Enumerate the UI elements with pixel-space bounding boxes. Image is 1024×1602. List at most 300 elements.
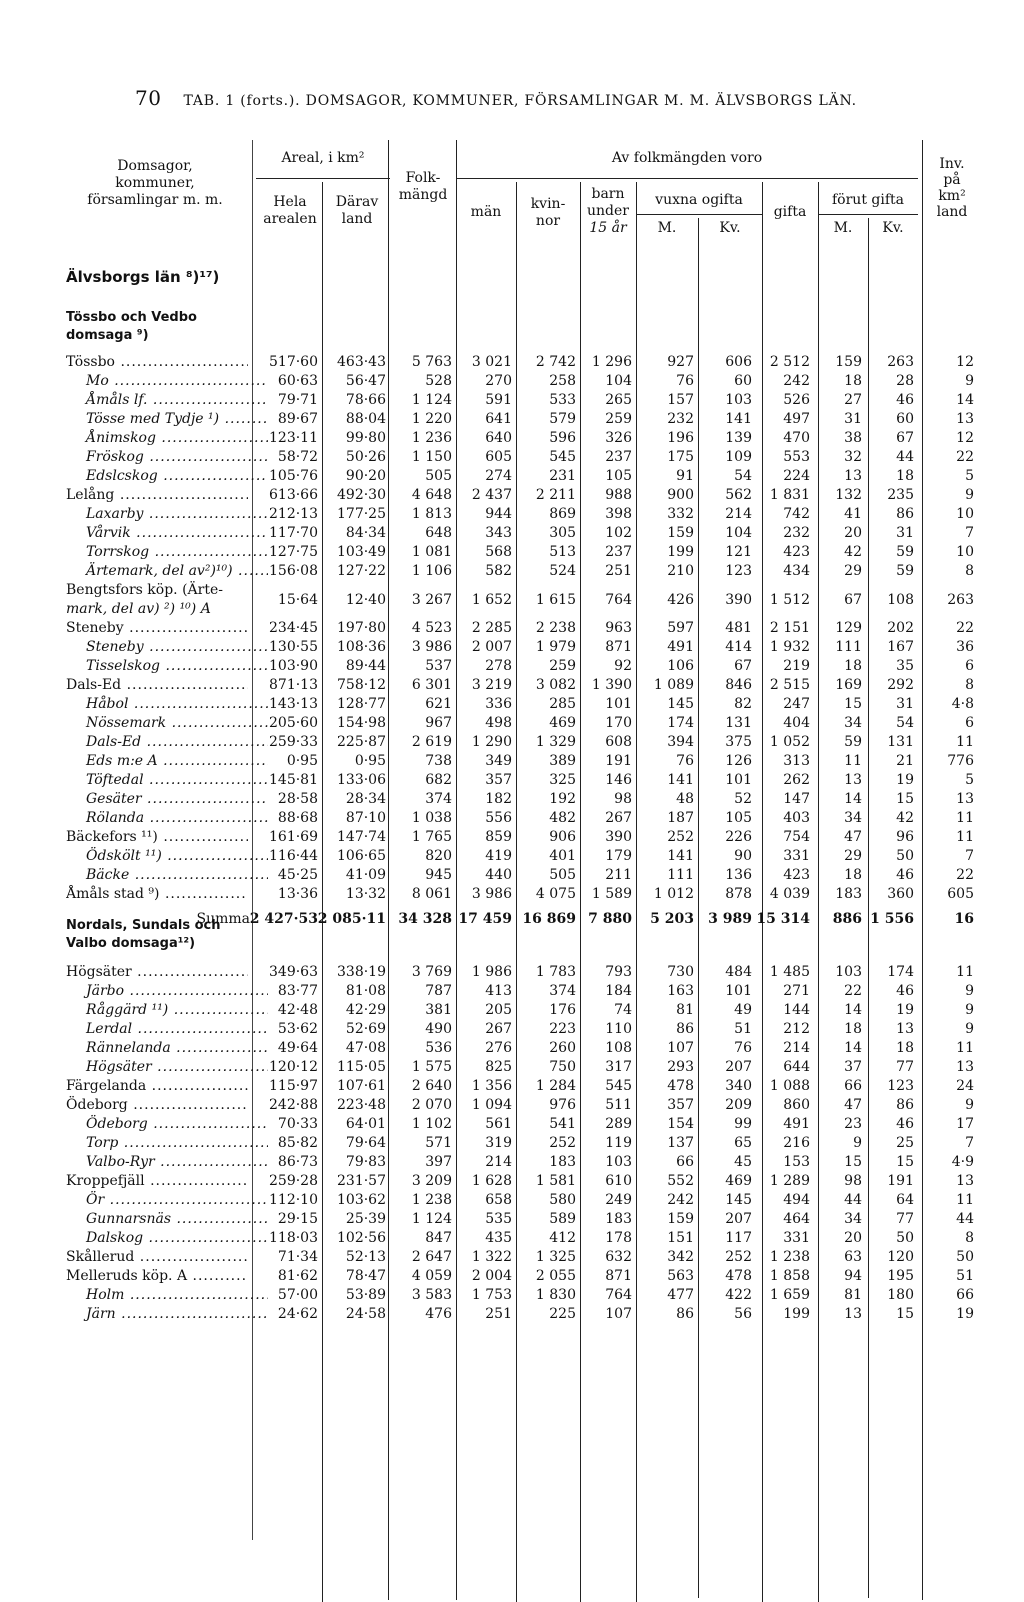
table-cell: 74	[614, 1002, 632, 1018]
table-cell: 29	[844, 563, 862, 579]
table-cell: 59	[896, 563, 914, 579]
table-cell: 263	[887, 354, 914, 370]
table-cell: 1 284	[535, 1078, 576, 1094]
header-barn: barn under 15 år	[587, 186, 629, 236]
table-cell: 478	[667, 1078, 694, 1094]
table-cell: 211	[605, 867, 632, 883]
table-cell: 476	[425, 1306, 452, 1322]
table-cell: 137	[667, 1135, 694, 1151]
table-cell: 191	[887, 1173, 914, 1189]
table-cell: 47	[844, 1097, 862, 1113]
table-cell: 21	[896, 753, 914, 769]
table-cell: 107	[605, 1306, 632, 1322]
table-cell: 14	[956, 392, 974, 408]
table-cell: 24·62	[277, 1306, 318, 1322]
table-cell: 66	[676, 1154, 694, 1170]
table-cell: 64	[896, 1192, 914, 1208]
table-cell: 214	[783, 1040, 810, 1056]
row-name: Vårvik .....	[66, 523, 268, 543]
table-cell: 31	[896, 696, 914, 712]
table-cell: 86	[676, 1021, 694, 1037]
table-cell: 682	[425, 772, 452, 788]
table-cell: 103·49	[337, 544, 386, 560]
table-cell: 132	[835, 487, 862, 503]
table-cell: 511	[605, 1097, 632, 1113]
table-cell: 1 088	[769, 1078, 810, 1094]
table-cell: 46	[896, 867, 914, 883]
table-cell: 98	[844, 1173, 862, 1189]
table-cell: 46	[896, 1116, 914, 1132]
table-cell: 621	[425, 696, 452, 712]
table-cell: 349·63	[269, 964, 318, 980]
table-cell: 4 648	[411, 487, 452, 503]
table-cell: 640	[485, 430, 512, 446]
table-title: TAB. 1 (forts.). DOMSAGOR, KOMMUNER, FÖRSAMLINGAR M. M. ÄLVSBORGS LÄN.	[183, 93, 857, 109]
table-cell: 232	[667, 411, 694, 427]
table-cell: 397	[425, 1154, 452, 1170]
table-cell: 5 203	[650, 911, 694, 927]
table-cell: 101	[725, 983, 752, 999]
table-cell: 44	[956, 1211, 974, 1227]
table-cell: 1 322	[471, 1249, 512, 1265]
table-cell: 14	[844, 1002, 862, 1018]
row-name: Dals-Ed .....	[66, 675, 248, 695]
row-name: Fröskog .....	[66, 447, 268, 467]
table-cell: 145	[667, 696, 694, 712]
table-cell: 820	[425, 848, 452, 864]
table-cell: 4·9	[951, 1154, 974, 1170]
table-cell: 99	[734, 1116, 752, 1132]
table-cell: 110	[605, 1021, 632, 1037]
table-cell: 15	[844, 696, 862, 712]
table-cell: 59	[896, 544, 914, 560]
table-cell: 169	[835, 677, 862, 693]
table-cell: 242	[667, 1192, 694, 1208]
table-cell: 332	[667, 506, 694, 522]
table-cell: 178	[605, 1230, 632, 1246]
table-cell: 183	[549, 1154, 576, 1170]
table-cell: 3 209	[411, 1173, 452, 1189]
table-cell: 2 619	[411, 734, 452, 750]
table-cell: 776	[947, 753, 974, 769]
table-cell: 161·69	[269, 829, 318, 845]
table-cell: 28	[896, 373, 914, 389]
table-cell: 764	[605, 592, 632, 608]
table-cell: 6 301	[411, 677, 452, 693]
table-cell: 123	[725, 563, 752, 579]
table-cell: 1 325	[535, 1249, 576, 1265]
table-cell: 644	[783, 1059, 810, 1075]
table-cell: 1 589	[591, 886, 632, 902]
table-cell: 484	[725, 964, 752, 980]
table-cell: 10	[956, 544, 974, 560]
table-cell: 754	[783, 829, 810, 845]
table-cell: 131	[725, 715, 752, 731]
header-kvinnor: kvin- nor	[530, 196, 566, 229]
table-cell: 18	[896, 1040, 914, 1056]
table-cell: 270	[485, 373, 512, 389]
table-cell: 141	[667, 772, 694, 788]
table-cell: 265	[605, 392, 632, 408]
table-cell: 259·33	[269, 734, 318, 750]
table-cell: 470	[783, 430, 810, 446]
table-cell: 267	[485, 1021, 512, 1037]
table-cell: 1 220	[411, 411, 452, 427]
table-cell: 86·73	[277, 1154, 318, 1170]
table-cell: 9	[965, 1097, 974, 1113]
table-cell: 34 328	[398, 911, 452, 927]
table-cell: 96	[896, 829, 914, 845]
table-cell: 234·45	[269, 620, 318, 636]
table-cell: 606	[725, 354, 752, 370]
table-cell: 1 628	[471, 1173, 512, 1189]
header-forut-kv: Kv.	[882, 220, 904, 236]
table-cell: 89·44	[345, 658, 386, 674]
table-cell: 404	[783, 715, 810, 731]
table-cell: 750	[549, 1059, 576, 1075]
table-cell: 67	[844, 592, 862, 608]
table-cell: 44	[844, 1192, 862, 1208]
table-cell: 47	[844, 829, 862, 845]
table-cell: 176	[549, 1002, 576, 1018]
table-cell: 9	[965, 487, 974, 503]
table-cell: 81·62	[277, 1268, 318, 1284]
table-cell: 15	[844, 1154, 862, 1170]
table-cell: 259	[549, 658, 576, 674]
header-man: män	[470, 204, 502, 220]
table-cell: 35	[896, 658, 914, 674]
table-cell: 99·80	[345, 430, 386, 446]
table-cell: 34	[844, 810, 862, 826]
table-cell: 1 813	[411, 506, 452, 522]
table-cell: 51	[956, 1268, 974, 1284]
table-cell: 793	[605, 964, 632, 980]
header-gifta: gifta	[773, 204, 807, 220]
table-cell: 50	[896, 1230, 914, 1246]
table-cell: 292	[887, 677, 914, 693]
table-cell: 78·66	[345, 392, 386, 408]
table-cell: 871	[605, 639, 632, 655]
row-name: Nössemark .....	[66, 713, 268, 733]
row-name: Lelång .....	[66, 485, 248, 505]
table-cell: 305	[549, 525, 576, 541]
table-cell: 1 081	[411, 544, 452, 560]
table-cell: 145·81	[269, 772, 318, 788]
table-cell: 207	[725, 1059, 752, 1075]
row-name: Bengtsfors köp. (Ärte-	[66, 582, 223, 598]
table-cell: 180	[887, 1287, 914, 1303]
table-cell: 1 289	[769, 1173, 810, 1189]
table-cell: 2 647	[411, 1249, 452, 1265]
table-cell: 2 742	[535, 354, 576, 370]
table-cell: 13	[844, 1306, 862, 1322]
table-cell: 27	[844, 392, 862, 408]
table-cell: 440	[485, 867, 512, 883]
table-cell: 107	[667, 1040, 694, 1056]
table-cell: 85·82	[277, 1135, 318, 1151]
table-cell: 349	[485, 753, 512, 769]
table-cell: 24·58	[345, 1306, 386, 1322]
table-cell: 112·10	[269, 1192, 318, 1208]
table-cell: 1 236	[411, 430, 452, 446]
table-cell: 1 038	[411, 810, 452, 826]
table-cell: 317	[605, 1059, 632, 1075]
table-cell: 3 219	[471, 677, 512, 693]
table-cell: 1 150	[411, 449, 452, 465]
table-cell: 8	[965, 563, 974, 579]
table-cell: 146	[605, 772, 632, 788]
table-cell: 4·8	[951, 696, 974, 712]
table-cell: 89·67	[277, 411, 318, 427]
table-cell: 63	[844, 1249, 862, 1265]
table-cell: 389	[549, 753, 576, 769]
table-cell: 967	[425, 715, 452, 731]
rule-areal	[256, 178, 390, 179]
table-cell: 2 640	[411, 1078, 452, 1094]
table-cell: 491	[783, 1116, 810, 1132]
table-cell: 109	[725, 449, 752, 465]
table-cell: 67	[734, 658, 752, 674]
table-cell: 463·43	[337, 354, 386, 370]
table-cell: 108	[605, 1040, 632, 1056]
header-darav: Därav land	[335, 194, 379, 227]
table-cell: 342	[667, 1249, 694, 1265]
table-cell: 469	[725, 1173, 752, 1189]
table-cell: 214	[725, 506, 752, 522]
table-cell: 319	[485, 1135, 512, 1151]
table-cell: 7	[965, 848, 974, 864]
table-cell: 45	[734, 1154, 752, 1170]
table-cell: 2 437	[471, 487, 512, 503]
table-cell: 1 783	[535, 964, 576, 980]
header-vuxna-m: M.	[657, 220, 677, 236]
table-cell: 251	[605, 563, 632, 579]
table-cell: 42·48	[277, 1002, 318, 1018]
table-cell: 29·15	[277, 1211, 318, 1227]
table-cell: 13	[956, 1173, 974, 1189]
table-cell: 7	[965, 525, 974, 541]
row-name: Holm .....	[66, 1285, 268, 1305]
table-cell: 252	[667, 829, 694, 845]
table-cell: 2 427·53	[249, 911, 318, 927]
table-cell: 3 021	[471, 354, 512, 370]
header-areal: Areal, i km²	[281, 150, 365, 166]
table-cell: 170	[605, 715, 632, 731]
table-cell: 184	[605, 983, 632, 999]
table-cell: 580	[549, 1192, 576, 1208]
table-cell: 232	[783, 525, 810, 541]
table-cell: 9	[965, 983, 974, 999]
table-cell: 2 238	[535, 620, 576, 636]
table-cell: 105	[605, 468, 632, 484]
table-cell: 1 102	[411, 1116, 452, 1132]
table-cell: 579	[549, 411, 576, 427]
table-cell: 258	[549, 373, 576, 389]
table-cell: 118·03	[269, 1230, 318, 1246]
table-cell: 76	[734, 1040, 752, 1056]
table-cell: 86	[896, 1097, 914, 1113]
table-cell: 81·08	[345, 983, 386, 999]
table-cell: 13	[956, 411, 974, 427]
table-cell: 4 039	[769, 886, 810, 902]
table-cell: 1 831	[769, 487, 810, 503]
table-cell: 513	[549, 544, 576, 560]
table-cell: 285	[549, 696, 576, 712]
section-lan: Älvsborgs län ⁸)¹⁷)	[66, 268, 220, 286]
table-cell: 167	[887, 639, 914, 655]
table-cell: 561	[485, 1116, 512, 1132]
table-cell: 394	[667, 734, 694, 750]
table-cell: 20	[844, 1230, 862, 1246]
table-cell: 38	[844, 430, 862, 446]
table-cell: 2 007	[471, 639, 512, 655]
table-cell: 231	[549, 468, 576, 484]
table-cell: 159	[667, 525, 694, 541]
table-cell: 582	[485, 563, 512, 579]
table-cell: 1 659	[769, 1287, 810, 1303]
table-cell: 179	[605, 848, 632, 864]
table-cell: 195	[887, 1268, 914, 1284]
table-cell: 605	[947, 886, 974, 902]
table-cell: 589	[549, 1211, 576, 1227]
table-cell: 231·57	[337, 1173, 386, 1189]
table-cell: 82	[734, 696, 752, 712]
table-cell: 276	[485, 1040, 512, 1056]
table-cell: 207	[725, 1211, 752, 1227]
row-name: Ärtemark, del av²)¹⁰) .....	[66, 561, 268, 581]
table-cell: 235	[887, 487, 914, 503]
table-cell: 237	[605, 544, 632, 560]
table-cell: 563	[667, 1268, 694, 1284]
table-cell: 423	[783, 544, 810, 560]
table-cell: 2 151	[769, 620, 810, 636]
table-cell: 357	[485, 772, 512, 788]
table-cell: 524	[549, 563, 576, 579]
table-cell: 126	[725, 753, 752, 769]
table-cell: 375	[725, 734, 752, 750]
table-cell: 17	[956, 1116, 974, 1132]
table-cell: 976	[549, 1097, 576, 1113]
table-cell: 103	[605, 1154, 632, 1170]
table-cell: 552	[667, 1173, 694, 1189]
table-cell: 78·47	[345, 1268, 386, 1284]
row-name: mark, del av) ²) ¹⁰) A	[66, 601, 211, 617]
table-cell: 46	[896, 983, 914, 999]
table-cell: 2 085·11	[317, 911, 386, 927]
table-cell: 6	[965, 715, 974, 731]
table-cell: 159	[835, 354, 862, 370]
header-vuxna-kv: Kv.	[719, 220, 741, 236]
table-cell: 121	[725, 544, 752, 560]
table-cell: 1 290	[471, 734, 512, 750]
table-cell: 13	[896, 1021, 914, 1037]
table-cell: 12	[956, 430, 974, 446]
table-cell: 117	[725, 1230, 752, 1246]
rule-av-folk	[456, 178, 918, 179]
table-cell: 151	[667, 1230, 694, 1246]
table-cell: 482	[549, 810, 576, 826]
table-cell: 94	[844, 1268, 862, 1284]
table-cell: 28·58	[277, 791, 318, 807]
table-cell: 183	[835, 886, 862, 902]
table-cell: 212	[783, 1021, 810, 1037]
table-cell: 252	[549, 1135, 576, 1151]
table-cell: 477	[667, 1287, 694, 1303]
table-cell: 464	[783, 1211, 810, 1227]
table-cell: 19	[896, 772, 914, 788]
table-cell: 212·13	[269, 506, 318, 522]
table-cell: 536	[425, 1040, 452, 1056]
table-cell: 1 979	[535, 639, 576, 655]
table-cell: 103·90	[269, 658, 318, 674]
table-cell: 556	[485, 810, 512, 826]
table-cell: 313	[783, 753, 810, 769]
table-cell: 2 285	[471, 620, 512, 636]
row-name: Håbol .....	[66, 694, 268, 714]
row-name: Gesäter .....	[66, 789, 268, 809]
table-cell: 10	[956, 506, 974, 522]
table-cell: 274	[485, 468, 512, 484]
row-name: Valbo-Ryr .....	[66, 1152, 268, 1172]
table-cell: 144	[783, 1002, 810, 1018]
table-cell: 1 356	[471, 1078, 512, 1094]
table-cell: 11	[956, 964, 974, 980]
table-cell: 390	[725, 592, 752, 608]
row-name: Åmåls stad ⁹) .....	[66, 884, 248, 904]
table-cell: 553	[783, 449, 810, 465]
table-cell: 49	[734, 1002, 752, 1018]
table-cell: 3 267	[411, 592, 452, 608]
table-cell: 9	[853, 1135, 862, 1151]
table-cell: 87·10	[345, 810, 386, 826]
row-name: Torp .....	[66, 1133, 268, 1153]
row-name: Högsäter .....	[66, 962, 248, 982]
table-cell: 64·01	[345, 1116, 386, 1132]
table-cell: 658	[485, 1192, 512, 1208]
table-cell: 0·95	[354, 753, 386, 769]
table-cell: 412	[549, 1230, 576, 1246]
table-cell: 869	[549, 506, 576, 522]
table-cell: 9	[965, 1021, 974, 1037]
row-name: Kroppefjäll .....	[66, 1171, 248, 1191]
table-cell: 154·98	[337, 715, 386, 731]
table-cell: 50·26	[345, 449, 386, 465]
table-cell: 223	[549, 1021, 576, 1037]
table-cell: 497	[783, 411, 810, 427]
table-cell: 326	[605, 430, 632, 446]
table-cell: 56	[734, 1306, 752, 1322]
table-cell: 357	[667, 1097, 694, 1113]
table-cell: 42·29	[345, 1002, 386, 1018]
table-cell: 52	[734, 791, 752, 807]
table-cell: 219	[783, 658, 810, 674]
table-cell: 730	[667, 964, 694, 980]
table-cell: 403	[783, 810, 810, 826]
table-cell: 1 238	[411, 1192, 452, 1208]
table-cell: 90	[734, 848, 752, 864]
table-cell: 31	[844, 411, 862, 427]
table-cell: 7 880	[588, 911, 632, 927]
table-cell: 50	[896, 848, 914, 864]
table-cell: 130·55	[269, 639, 318, 655]
table-cell: 11	[956, 1040, 974, 1056]
table-cell: 119	[605, 1135, 632, 1151]
table-cell: 60	[734, 373, 752, 389]
table-cell: 154	[667, 1116, 694, 1132]
table-cell: 210	[667, 563, 694, 579]
table-cell: 53·62	[277, 1021, 318, 1037]
table-cell: 77	[896, 1059, 914, 1075]
